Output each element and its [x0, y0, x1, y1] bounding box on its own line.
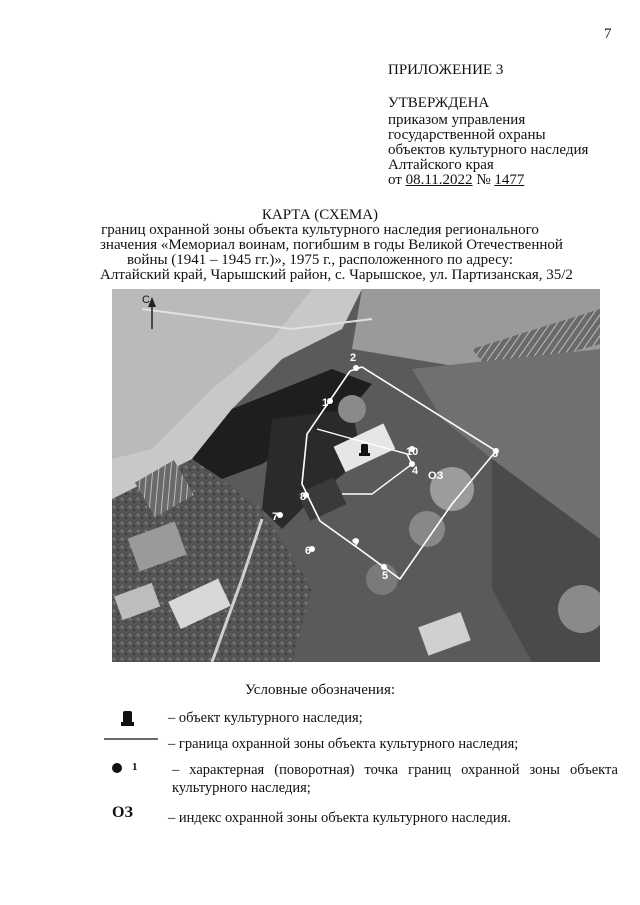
title-line: войны (1941 – 1945 гг.)», 1975 г., расположенного по адресу:: [126, 252, 514, 268]
point-marker-label: 1: [132, 761, 138, 773]
legend-title: Условные обозначения:: [244, 682, 396, 698]
north-label: С: [142, 294, 150, 306]
aerial-map: [112, 289, 600, 662]
zone-index-symbol: ОЗ: [112, 804, 133, 821]
approval-line: приказом управления: [388, 112, 526, 128]
point-label: 2: [350, 352, 357, 364]
approval-heading: УТВЕРЖДЕНА: [388, 95, 490, 111]
monument-icon: [361, 444, 368, 454]
legend-text: – граница охранной зоны объекта культурного наследия;: [168, 736, 519, 752]
legend-text: – характерная (поворотная) точка границ охранной зоны объекта культурного наследия;: [172, 762, 618, 796]
legend-item: [104, 735, 624, 755]
legend-text: – индекс охранной зоны объекта культурного наследия.: [168, 810, 511, 826]
document-title: [100, 207, 573, 283]
approval-line: Алтайского края: [388, 157, 494, 173]
point-label: 1: [322, 397, 329, 409]
point-label: 3: [492, 448, 499, 460]
number-sign: №: [476, 172, 491, 188]
approval-date-line: [388, 173, 628, 188]
approval-block: [388, 96, 628, 188]
point-label: 10: [406, 446, 419, 458]
legend-item: [104, 804, 624, 829]
point-label: 6: [305, 545, 312, 557]
point-label: 4: [412, 465, 419, 477]
title-line: границ охранной зоны объекта культурного наследия регионального: [101, 222, 539, 238]
boundary-point: [353, 365, 359, 371]
tree: [338, 395, 366, 423]
title-line: значения «Мемориал воинам, погибшим в годы Великой Отечественной: [100, 237, 563, 253]
legend-item: [104, 709, 624, 729]
approval-date: 08.11.2022: [405, 172, 473, 188]
title-line: Алтайский край, Чарышский район, с. Чарышское, ул. Партизанская, 35/2: [100, 267, 573, 283]
boundary-line: [104, 735, 160, 755]
title-heading: КАРТА (СХЕМА): [261, 207, 379, 223]
page-number: 7: [604, 26, 612, 42]
point-label: 8: [300, 491, 307, 503]
tree: [409, 511, 445, 547]
annex-title: ПРИЛОЖЕНИЕ 3: [388, 62, 504, 78]
date-prefix: от: [388, 172, 402, 188]
approval-number: 1477: [494, 172, 525, 188]
point-label: 9: [352, 537, 359, 549]
approval-line: государственной охраны: [388, 127, 546, 143]
approval-line: объектов культурного наследия: [388, 142, 589, 158]
point-label: 5: [382, 570, 389, 582]
point-label: 7: [272, 511, 279, 523]
legend-text: – объект культурного наследия;: [168, 710, 363, 726]
legend-item: [104, 761, 624, 801]
zone-index-label: ОЗ: [428, 470, 444, 482]
monument-icon: [104, 709, 160, 729]
